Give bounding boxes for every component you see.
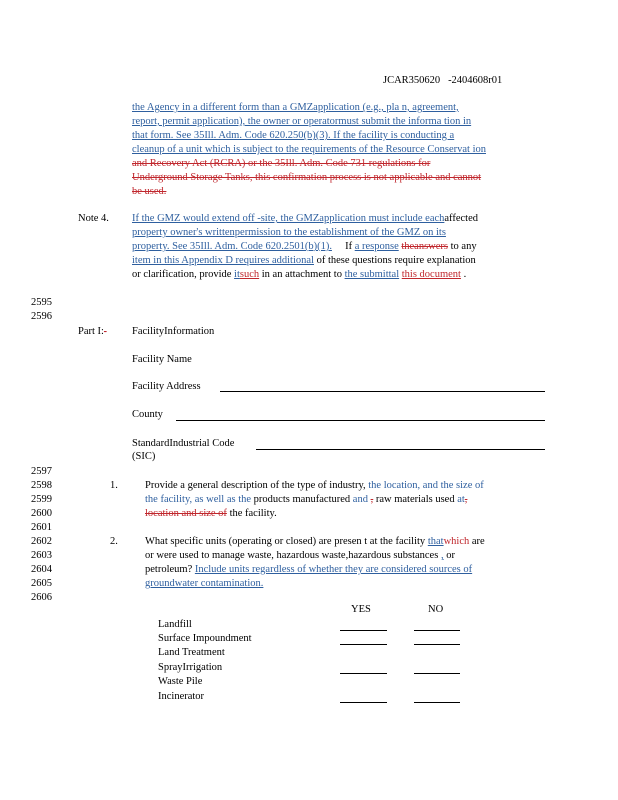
county-field[interactable] <box>176 420 545 421</box>
line-number: 2597 <box>31 466 52 477</box>
item-2-line: What specific units (operating or closed) are presen t at the facility thatwhich are <box>145 536 485 547</box>
county-label: County <box>132 409 163 420</box>
intro-line: cleanup of a unit which is subject to the requirements of the Resource Conservat ion <box>132 144 486 155</box>
line-number: 2606 <box>31 592 52 603</box>
intro-line-deleted: and Recovery Act (RCRA) or the 35Ill. Adm. Code 731 regulations for <box>132 158 431 169</box>
intro-line-deleted: Underground Storage Tanks, this confirmation process is not applicable and cannot <box>132 172 482 183</box>
facility-name-label: Facility Name <box>132 354 192 365</box>
yes-blank[interactable] <box>340 702 387 703</box>
note-line: or clarification, provide itsuch in an attachment to the submittal this document . <box>132 269 467 280</box>
yes-blank[interactable] <box>340 630 387 631</box>
line-number: 2600 <box>31 508 52 519</box>
note-line: item in this Appendix D requires additional of these questions require explanation <box>132 255 476 266</box>
unit-label: Land Treatment <box>158 647 225 658</box>
note-line: property owner's writtenpermission to the establishment of the GMZ on its <box>132 227 446 238</box>
column-header-yes: YES <box>351 604 371 615</box>
item-1-line: Provide a general description of the type of industry, the location, and the size of <box>145 480 484 491</box>
facility-address-label: Facility Address <box>132 381 201 392</box>
sic-field[interactable] <box>256 449 545 450</box>
item-number: 1. <box>110 480 118 491</box>
note-line: property. See 35Ill. Adm. Code 620.2501(b)(1). If a response theanswers to any <box>132 241 477 252</box>
unit-label: SprayIrrigation <box>158 662 223 673</box>
facility-address-field[interactable] <box>220 391 545 392</box>
no-blank[interactable] <box>414 702 460 703</box>
column-header-no: NO <box>428 604 444 615</box>
note-line: If the GMZ would extend off -site, the GMZapplication must include eachaffected <box>132 213 479 224</box>
item-number: 2. <box>110 536 118 547</box>
item-1-line: the facility, as well as the products manufactured and , raw materials used at, <box>145 494 468 505</box>
no-blank[interactable] <box>414 673 460 674</box>
note-label: Note 4. <box>78 213 109 224</box>
yes-blank[interactable] <box>340 644 387 645</box>
line-number: 2596 <box>31 311 52 322</box>
line-number: 2603 <box>31 550 52 561</box>
intro-line: report, permit application), the owner or operatormust submit the informa tion in <box>132 116 472 127</box>
unit-label: Landfill <box>158 619 192 630</box>
no-blank[interactable] <box>414 630 460 631</box>
sic-label-abbrev: (SIC) <box>132 451 156 462</box>
no-blank[interactable] <box>414 644 460 645</box>
unit-label: Surface Impoundment <box>158 633 252 644</box>
intro-line: that form. See 35Ill. Adm. Code 620.250(b)(3). If the facility is conducting a <box>132 130 455 141</box>
part-label: Part I:- <box>78 326 107 337</box>
document-id: JCAR350620 -2404608r01 <box>383 75 503 86</box>
line-number: 2604 <box>31 564 52 575</box>
line-number: 2598 <box>31 480 52 491</box>
intro-line: the Agency in a different form than a GMZapplication (e.g., pla n, agreement, <box>132 102 459 113</box>
line-number: 2602 <box>31 536 52 547</box>
item-1-line: location and size of the facility. <box>145 508 277 519</box>
unit-label: Incinerator <box>158 691 205 702</box>
item-2-line: groundwater contamination. <box>145 578 264 589</box>
item-2-line: or were used to manage waste, hazardous waste,hazardous substances , or <box>145 550 455 561</box>
sic-label: StandardIndustrial Code <box>132 438 235 449</box>
intro-line-deleted: be used. <box>132 186 167 197</box>
line-number: 2599 <box>31 494 52 505</box>
line-number: 2595 <box>31 297 52 308</box>
line-number: 2605 <box>31 578 52 589</box>
unit-label: Waste Pile <box>158 676 203 687</box>
item-2-line: petroleum? Include units regardless of whether they are considered sources of <box>145 564 473 575</box>
line-number: 2601 <box>31 522 52 533</box>
part-title: FacilityInformation <box>132 326 215 337</box>
yes-blank[interactable] <box>340 673 387 674</box>
